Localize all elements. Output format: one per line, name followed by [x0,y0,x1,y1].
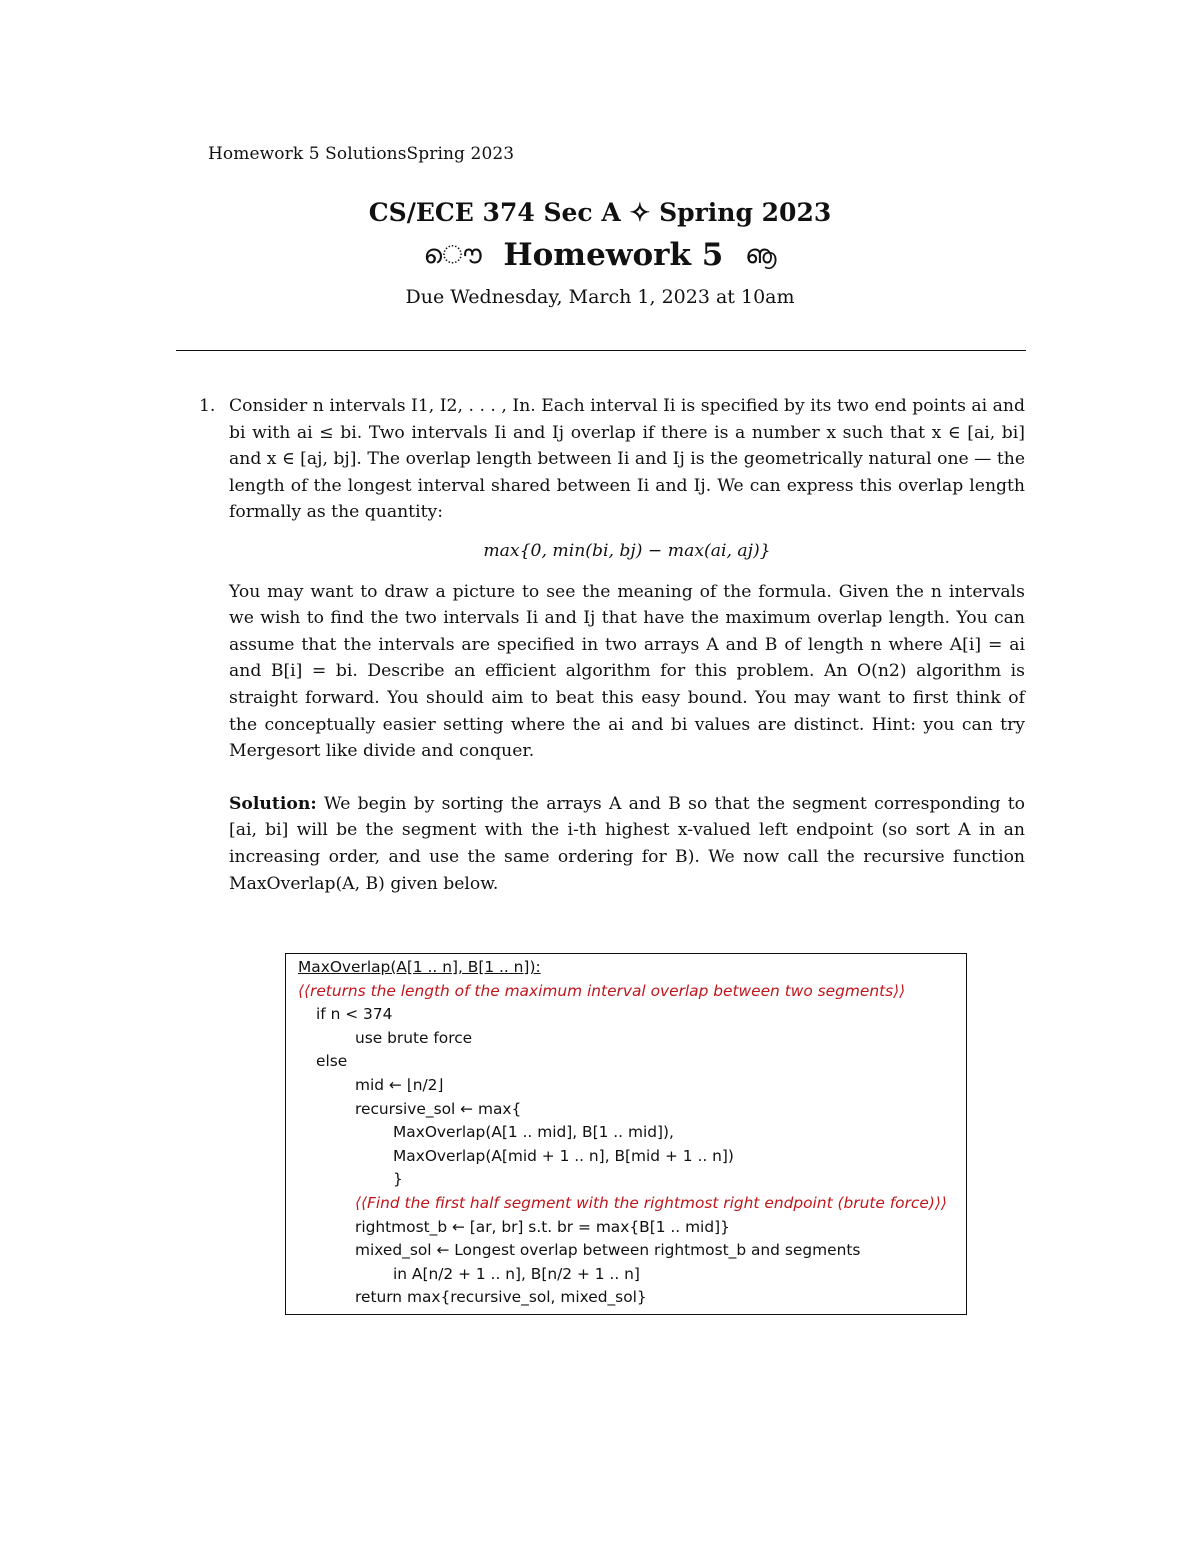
homework-title [0,232,1200,278]
left-ornament-icon: ൌ [423,240,482,270]
code-line: } [393,1170,403,1189]
problem-1 [199,393,1026,897]
code-line: use brute force [355,1028,473,1047]
due-date: Due Wednesday, March 1, 2023 at 10am [405,286,795,308]
code-line: mid ← ⌊n/2⌋ [355,1075,444,1094]
horizontal-rule [176,350,1026,351]
code-line: mixed_sol ← Longest overlap between rightmost_b and segments [355,1241,861,1260]
right-ornament-icon: ൡ [744,240,777,270]
course-title: CS/ECE 374 Sec A ✧ Spring 2023 [368,198,832,227]
solution [229,791,1025,897]
code-line: MaxOverlap(A[mid + 1 .. n], B[mid + 1 .. n]) [393,1146,734,1165]
code-line: else [316,1052,348,1071]
algorithm-signature [298,956,966,980]
problem-statement: Consider n intervals I1, I2, . . . , In. Each interval Ii is specified by its two end points ai and bi with ai ≤ bi. Two intervals Ii and Ij overlap if there is a number x such that x ∈ [ai, bi] and x ∈ [aj, bj]. The overlap length between Ii and Ij is the geometrically natural one — the length of the longest interval shared between Ii and Ij. We can express this overlap length formally as the quantity: [229,396,1025,523]
code-line: MaxOverlap(A[1 .. mid], B[1 .. mid]), [393,1123,674,1142]
code-comment: ⟨⟨Find the first half segment with the rightmost right endpoint (brute force)⟩⟩ [355,1193,947,1212]
title-block [0,196,1200,312]
running-header: Homework 5 SolutionsSpring 2023 [208,144,515,164]
code-line: rightmost_b ← [ar, br] s.t. br = max{B[1 .. mid]} [355,1217,730,1236]
overlap-formula: max{0, min(bi, bj) − max(ai, aj)} [483,540,771,561]
code-line: recursive_sol ← max{ [355,1099,522,1118]
code-comment: ⟨⟨returns the length of the maximum interval overlap between two segments⟩⟩ [298,981,906,1000]
problem-number: 1. [199,396,216,416]
solution-label: Solution: [229,793,317,814]
code-line: return max{recursive_sol, mixed_sol} [355,1288,647,1307]
solution-text: We begin by sorting the arrays A and B so that the segment corresponding to [ai, bi] will be the segment with the i-th highest x-valued left endpoint (so sort A in an increasing order, and use the same ordering for B). We now call the recursive function MaxOverlap(A, B) given below. [229,793,1026,894]
code-line: in A[n/2 + 1 .. n], B[n/2 + 1 .. n] [393,1264,640,1283]
homework-title-text: Homework 5 [503,237,724,273]
algorithm-signature-text: MaxOverlap(A[1 .. n], B[1 .. n]): [298,958,541,976]
code-line: if n < 374 [316,1005,393,1024]
problem-task: You may want to draw a picture to see the meaning of the formula. Given the n intervals we wish to find the two intervals Ii and Ij that have the maximum overlap length. You can assume that the intervals are specified in two arrays A and B of length n where A[i] = ai and B[i] = bi. Describe an efficient algorithm for this problem. An O(n2) algorithm is straight forward. You should aim to beat this easy bound. You may want to first think of the conceptually easier setting where the ai and bi values are distinct. Hint: you can try Mergesort like divide and conquer. [229,581,1025,762]
algorithm-box [285,953,967,1315]
